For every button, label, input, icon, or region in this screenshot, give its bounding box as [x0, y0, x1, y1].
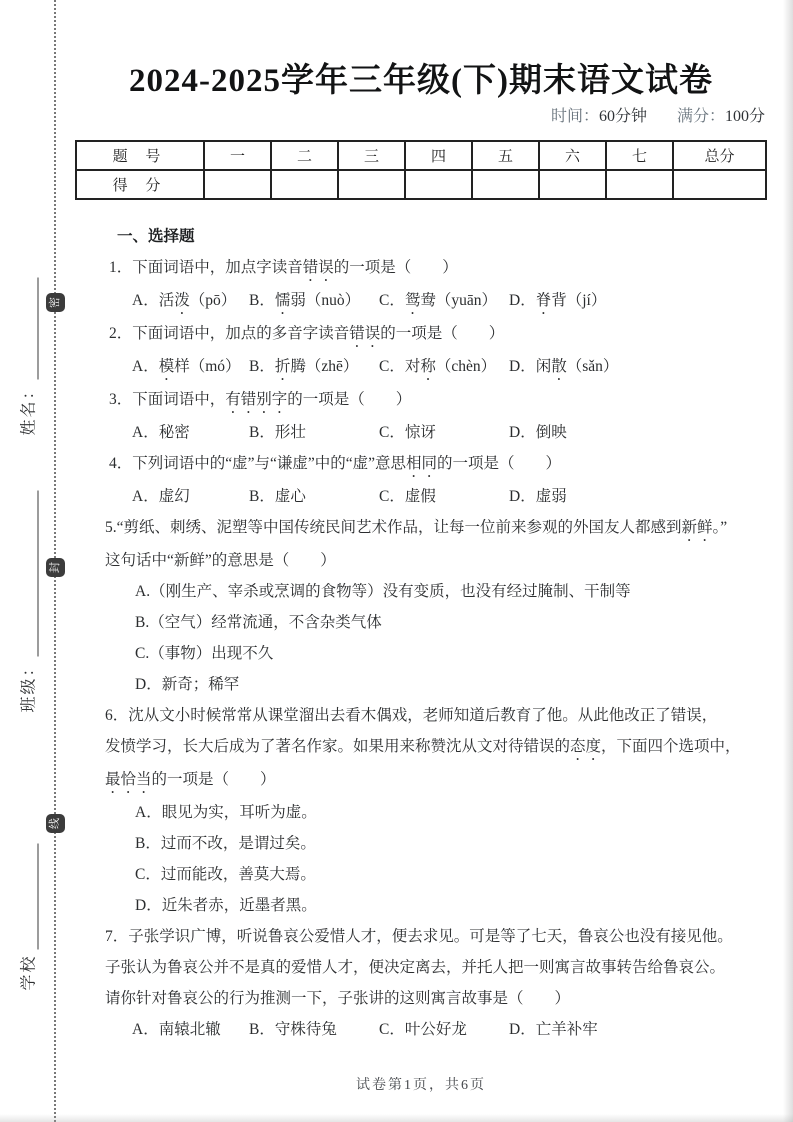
question-6-option-b: B．过而不改，是谓过矣。 [135, 835, 316, 852]
question-5-option-c: C.（事物）出现不久 [135, 645, 274, 662]
score-cell [539, 170, 606, 199]
exam-meta [75, 106, 767, 128]
question-4-option-b: B．虚心 [249, 488, 306, 505]
score-table [75, 140, 767, 200]
question-6-stem-line-3: 最恰当的一项是（ ） [105, 771, 276, 788]
question-1-option-a: A．活泼（pō） [132, 292, 237, 309]
question-4-option-a: A．虚幻 [132, 488, 190, 505]
score-cell [606, 170, 673, 199]
exam-content [75, 0, 767, 1122]
question-2-option-d: D．闲散（sǎn） [509, 358, 619, 375]
question-2-option-c: C．对称（chèn） [379, 358, 497, 375]
class-blank-line [24, 490, 39, 656]
score-row-label: 得 分 [76, 170, 204, 199]
total-score-header: 总分 [673, 141, 766, 170]
time-value: 60分钟 [598, 108, 647, 125]
score-cell [271, 170, 338, 199]
score-cell [405, 170, 472, 199]
name-label: 姓名： [20, 381, 38, 436]
col-header-5: 五 [472, 141, 539, 170]
question-4-stem: 4．下列词语中的“虚”与“谦虚”中的“虚”意思相同的一项是（ ） [109, 455, 562, 472]
page-footer: 试卷第1页，共6页 [356, 1078, 486, 1093]
question-5-option-d: D．新奇；稀罕 [135, 676, 240, 693]
col-header-3: 三 [338, 141, 405, 170]
scan-edge-bottom [0, 1114, 793, 1122]
question-6-stem-line-1: 6．沈从文小时候常常从课堂溜出去看木偶戏，老师知道后教育了他。从此他改正了错误， [105, 707, 718, 724]
question-2-options [105, 351, 767, 384]
student-school-field [16, 841, 39, 991]
question-6-option-a: A．眼见为实，耳听为虚。 [135, 804, 317, 821]
school-blank-line [24, 843, 39, 949]
score-cell [204, 170, 271, 199]
score-cell [338, 170, 405, 199]
question-section [75, 221, 767, 1045]
question-5-stem-line-2: 这句话中“新鲜”的意思是（ ） [105, 552, 336, 569]
question-7-option-c: C．叶公好龙 [379, 1021, 467, 1038]
total-score-cell [673, 170, 766, 199]
question-6-option-d: D．近朱者赤，近墨者黑。 [135, 897, 317, 914]
question-7-options [105, 1014, 767, 1045]
question-5-option-b: B.（空气）经常流通，不含杂类气体 [135, 614, 382, 631]
question-7-option-a: A．南辕北辙 [132, 1021, 221, 1038]
question-7-option-b: B．守株待兔 [249, 1021, 337, 1038]
question-4-option-d: D．虚弱 [509, 488, 567, 505]
col-header-1: 一 [204, 141, 271, 170]
question-7-stem-line-3: 请你针对鲁哀公的行为推测一下，子张讲的这则寓言故事是（ ） [105, 990, 571, 1007]
col-header-7: 七 [606, 141, 673, 170]
student-name-field [16, 276, 39, 436]
name-blank-line [24, 277, 39, 379]
question-3-option-c: C．惊讶 [379, 424, 436, 441]
question-3-option-d: D．倒映 [509, 424, 567, 441]
question-1-option-d: D．脊背（jí） [509, 292, 607, 309]
question-4-option-c: C．虚假 [379, 488, 436, 505]
question-3-options [105, 417, 767, 448]
seal-char-xian: 线 [46, 814, 65, 833]
question-3-stem: 3．下面词语中，有错别字的一项是（ ） [109, 391, 412, 408]
question-number-header: 题 号 [76, 141, 204, 170]
question-2-option-a: A．模样（mó） [132, 358, 241, 375]
question-3-option-a: A．秘密 [132, 424, 190, 441]
question-7-stem-line-1: 7．子张学识广博，听说鲁哀公爱惜人才，便去求见。可是等了七天，鲁哀公也没有接见他。 [105, 928, 733, 945]
question-1-stem: 1．下面词语中，加点字读音错误的一项是（ ） [109, 259, 458, 276]
question-1-option-b: B．懦弱（nuò） [249, 292, 361, 309]
question-5-stem-line-1: 5.“剪纸、刺绣、泥塑等中国传统民间艺术作品，让每一位前来参观的外国友人都感到新鲜。” [105, 519, 728, 536]
seal-char-feng: 封 [46, 558, 65, 577]
question-6-option-c: C．过而能改，善莫大焉。 [135, 866, 316, 883]
question-3-option-b: B．形壮 [249, 424, 306, 441]
school-label: 学校 [20, 954, 38, 991]
question-5-option-a: A.（刚生产、宰杀或烹调的食物等）没有变质，也没有经过腌制、干制等 [135, 583, 631, 600]
score-table-score-row [76, 170, 766, 199]
class-label: 班级： [20, 658, 38, 713]
question-6-stem-line-2: 发愤学习，长大后成为了著名作家。如果用来称赞沈从文对待错误的态度，下面四个选项中， [105, 738, 741, 755]
question-1-option-c: C．鸳鸯（yuān） [379, 292, 497, 309]
col-header-4: 四 [405, 141, 472, 170]
score-table-header-row [76, 141, 766, 170]
time-label: 时间： [550, 108, 599, 125]
student-class-field [16, 489, 39, 713]
scan-edge-right [783, 0, 793, 1122]
fullscore-label: 满分： [676, 108, 725, 125]
col-header-6: 六 [539, 141, 606, 170]
section-heading: 一、选择题 [117, 228, 195, 245]
fullscore-value: 100分 [724, 108, 765, 125]
question-1-options [105, 285, 767, 318]
exam-title: 2024-2025学年三年级(下)期末语文试卷 [129, 63, 713, 99]
question-2-option-b: B．折腾（zhē） [249, 358, 359, 375]
question-4-options [105, 481, 767, 512]
question-7-stem-line-2: 子张认为鲁哀公并不是真的爱惜人才，便决定离去，并托人把一则寓言故事转告给鲁哀公。 [105, 959, 726, 976]
seal-char-mi: 密 [46, 293, 65, 312]
question-2-stem: 2．下面词语中，加点的多音字读音错误的一项是（ ） [109, 325, 505, 342]
question-7-option-d: D．亡羊补牢 [509, 1021, 598, 1038]
col-header-2: 二 [271, 141, 338, 170]
score-cell [472, 170, 539, 199]
